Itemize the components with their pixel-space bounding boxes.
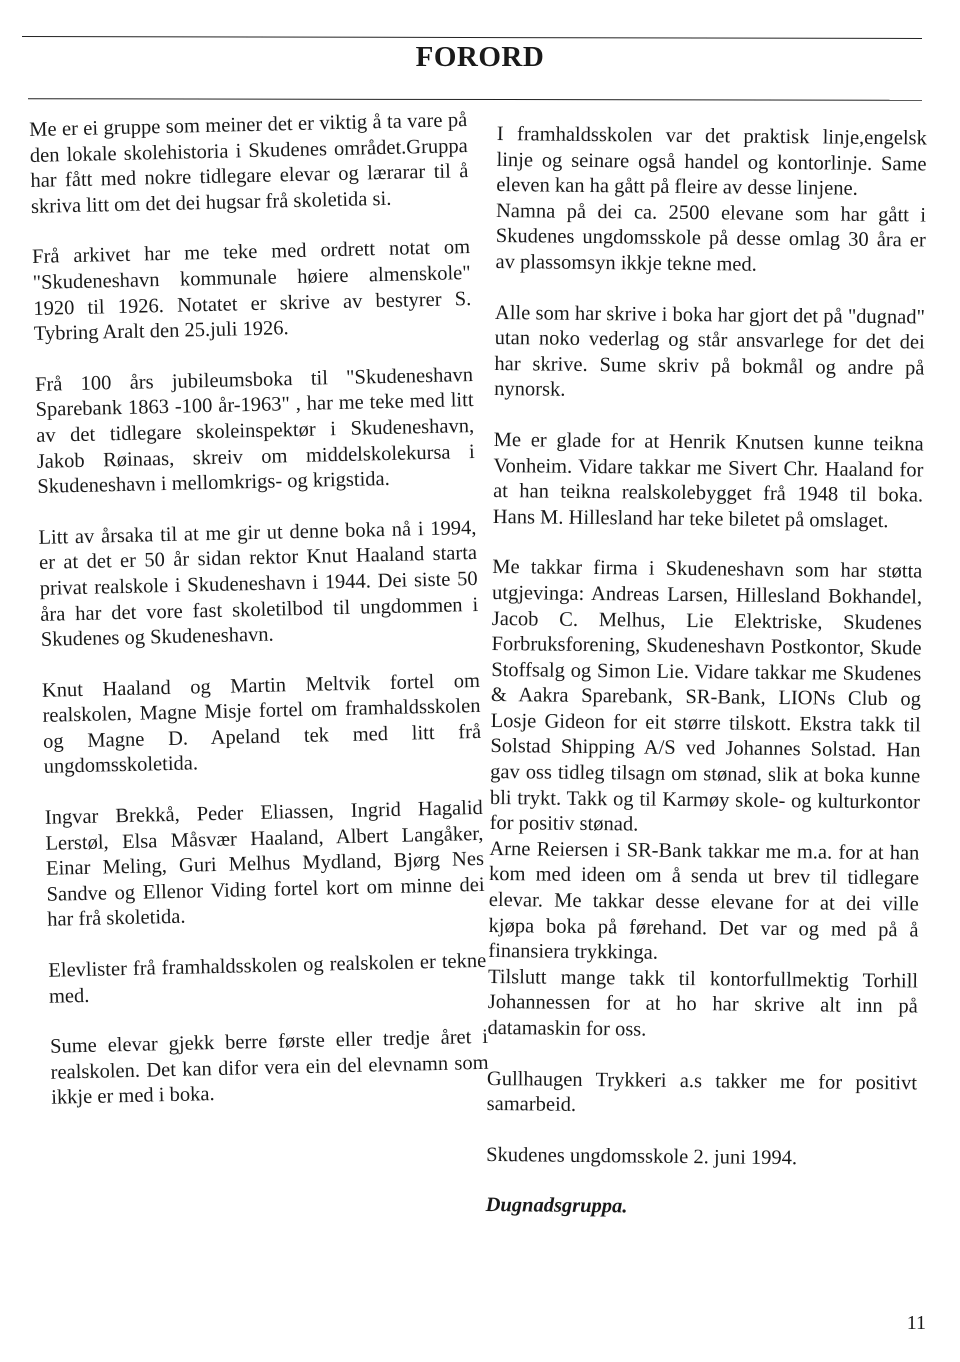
paragraph-date: Skudenes ungdomsskole 2. juni 1994.	[486, 1143, 798, 1169]
paragraph-intro: Me er ei gruppe som meiner det er viktig å ta vare på den lokale skolehistoria i Skudenes området.Gruppa har fått med nokre tidlegare elevar og lærarar til å skriva litt om det dei hugsar frå skoletida si.	[29, 109, 469, 218]
paragraph-school-lines: I framhaldsskolen var det praktisk linje,engelsk linje og seinare også handel og kontorlinje. Same eleven kan ha gått på fleire av desse linjene.	[496, 122, 927, 200]
left-column	[29, 108, 490, 1137]
paragraph-jubilee-book: Frå 100 års jubileumsboka til "Skudeneshavn Sparebank 1863 -100 år-1963" , har me teke med litt av det tidlegare skoleinspektør i Skudeneshavn, Jakob Røinaas, skreiv om middelskolekursa i Skudeneshavn i mellomkrigs- og krigstida.	[34, 363, 475, 499]
paragraph-contributors: Knut Haaland og Martin Meltvik fortel om realskolen, Magne Misje fortel om framhaldsskolen og Magne D. Apeland tek med litt frå ungdomsskoletida.	[41, 669, 482, 779]
signature: Dugnadsgruppa.	[485, 1194, 628, 1218]
paragraph-student-lists: Elevlister frå framhaldsskolen og realskolen er tekne med.	[48, 949, 487, 1008]
page-title: FORORD	[415, 41, 545, 73]
paragraph-memories: Ingvar Brekkå, Peder Eliassen, Ingrid Hagalid Lerstøl, Elsa Måsvær Haaland, Albert Langåker, Einar Meling, Guri Melhus Mydland, Bjørg Nes Sandve og Ellenor Viding fortel kort om minne dei har frå skoletida.	[44, 796, 485, 932]
paragraph-archive: Frå arkivet har me teke med ordrett notat om "Skudeneshavn kommunale høiere almenskole" 1920 til 1926. Notatet er skrive av bestyrer S. Tybring Aralt den 25.juli 1926.	[31, 236, 472, 346]
paragraph-sr-bank: Arne Reiersen i SR-Bank takkar me m.a. for at han kom med ideen om å senda ut brev til tidlegare elevar. Me takkar desse elevane for at dei ville kjøpa boka på førehand. Det var og med på å finansiera trykkinga.	[488, 837, 920, 964]
title-underline-rule	[28, 98, 922, 101]
paragraph-missing-names: Sume elevar gjekk berre første eller tredje året i realskolen. Det kan difor vera ein del elevnamn som ikkje er med i boka.	[49, 1026, 489, 1110]
paragraph-illustrations: Me er glade for at Henrik Knutsen kunne teikna Vonheim. Vidare takkar me Sivert Chr. Haaland for at han teikna realskolebygget frå 1948 til boka. Hans M. Hillesland har teke biletet på omslaget.	[492, 428, 924, 532]
paragraph-typist: Tilslutt mange takk til kontorfullmektig Torhill Johannessen for at ho har skrive alt inn på datamaskin for oss.	[487, 965, 919, 1041]
paragraph-sponsors: Me takkar firma i Skudeneshavn som har støtta utgjevinga: Andreas Larsen, Hillesland Bokhandel, Jacob C. Melhus, Lie Elektriske, Skudenes Forbruksforening, Skudeneshavn Postkontor, Skude Stoffsalg og Simon Lie. Vidare takkar me Skudenes & Aakra Sparebank, SR-Bank, LIONs Club og Losje Gideon for eit større tilskott. Ekstra takk til Solstad Shipping A/S ved Johannes Solstad. Han gav oss tidleg tilsagn om stønad, slik at boka kunne bli trykt. Takk og til Karmøy skole- og kulturkontor for positiv stønad.	[489, 556, 923, 836]
paragraph-student-count: Namna på dei ca. 2500 elevane som har gått i Skudenes ungdomsskole på desse omlag 30 åra er av plassomsyn ikkje tekne med.	[495, 199, 927, 276]
page-number: 11	[906, 1312, 926, 1334]
paragraph-reason: Litt av årsaka til at me gir ut denne boka nå i 1994, er at det er 50 år sidan rektor Knut Haaland starta privat realskole i Skudeneshavn i 1944. Dei siste 50 åra har det vore fast skoletilbod til ungdommen i Skudenes og Skudeneshavn.	[38, 516, 479, 651]
paragraph-dugnad: Alle som har skrive i boka har gjort det på "dugnad" utan noko vederlag og står ansvarlege for det dei har skrive. Sume skriv på bokmål og andre på nynorsk.	[494, 301, 926, 402]
right-column	[485, 122, 927, 1248]
top-rule	[22, 36, 922, 39]
paragraph-printer: Gullhaugen Trykkeri a.s takker me for positivt samarbeid.	[486, 1067, 918, 1117]
